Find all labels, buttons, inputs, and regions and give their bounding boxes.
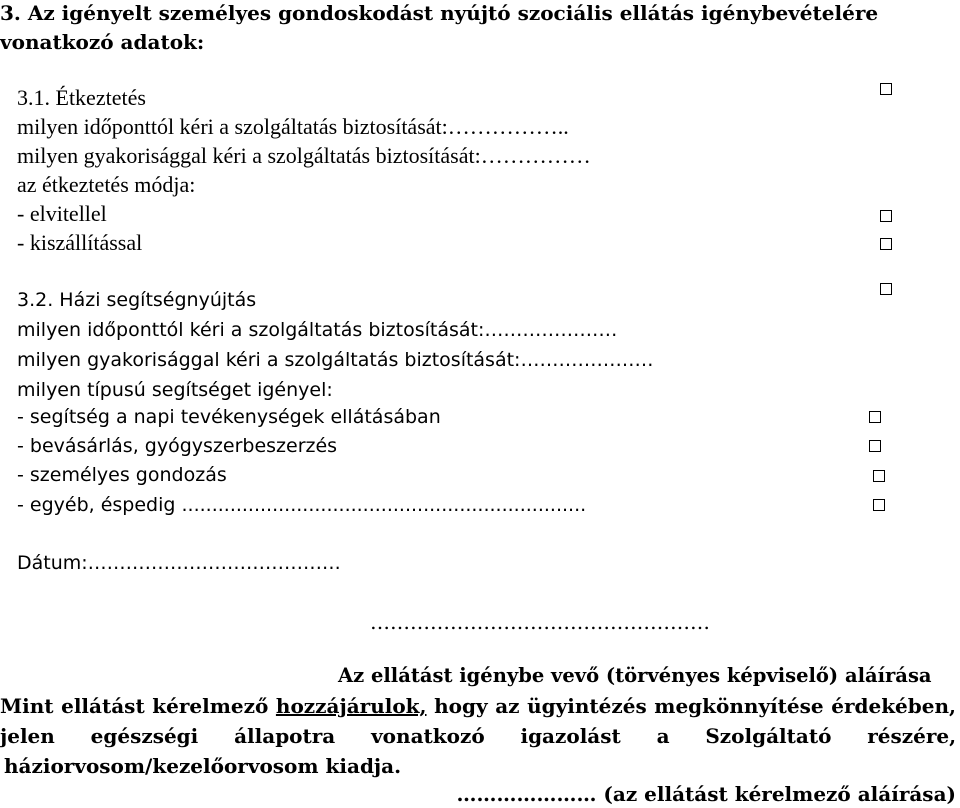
signature-line-dots: …………………………………………… <box>370 610 710 634</box>
checkbox-elvitellel[interactable] <box>880 210 892 222</box>
consent-word: Szolgáltató <box>705 724 832 748</box>
checkbox-hazi-segitsegnyujtas[interactable] <box>880 283 892 295</box>
consent-word: ellátást <box>61 694 145 718</box>
consent-word: egészségi <box>90 724 199 748</box>
consent-word: az <box>495 694 520 718</box>
section-3-1-title: 3.1. Étkeztetés <box>17 85 146 110</box>
consent-word: érdekében, <box>831 694 956 718</box>
consent-word: hogy <box>434 694 488 718</box>
checkbox-szemelyes-gondozas[interactable] <box>873 470 885 482</box>
consent-word-underlined: hozzájárulok, <box>275 694 427 718</box>
etkeztetes-mode-label: az étkeztetés módja: <box>17 172 196 197</box>
etkeztetes-start-date: milyen időponttól kéri a szolgáltatás biztosítását:…………….. <box>17 114 569 139</box>
applicant-signature: ………………… (az ellátást kérelmező aláírása) <box>456 782 956 806</box>
consent-word: Mint <box>0 694 54 718</box>
consent-word: a <box>656 724 670 748</box>
checkbox-etkeztetes[interactable] <box>880 83 892 95</box>
consent-word: vonatkozó <box>371 724 485 748</box>
date-field: Dátum:…………………………………. <box>17 552 341 574</box>
hazi-frequency: milyen gyakorisággal kéri a szolgáltatás biztosítását:………………… <box>17 349 654 371</box>
consent-line2 <box>0 722 956 750</box>
hazi-start-date: milyen időponttól kéri a szolgáltatás biztosítását:………………… <box>17 319 618 341</box>
option-elvitellel: - elvitellel <box>17 201 107 226</box>
option-szemelyes-gondozas: - személyes gondozás <box>17 464 227 486</box>
option-kiszallitassal: - kiszállítással <box>17 230 143 255</box>
consent-word: megkönnyítése <box>654 694 824 718</box>
option-bevasarlas: - bevásárlás, gyógyszerbeszerzés <box>17 435 338 457</box>
consent-word: ügyintézés <box>527 694 647 718</box>
section-3-heading-line2: vonatkozó adatok: <box>0 30 205 54</box>
section-3-heading-line1: 3. Az igényelt személyes gondoskodást nyújtó szociális ellátás igénybevételére <box>0 1 879 25</box>
signature-caption: Az ellátást igénybe vevő (törvényes képviselő) aláírása <box>338 664 932 687</box>
consent-word: részére, <box>867 724 957 748</box>
etkeztetes-frequency: milyen gyakorisággal kéri a szolgáltatás biztosítását:…………… <box>17 143 591 168</box>
consent-line1 <box>0 692 956 720</box>
hazi-type-label: milyen típusú segítséget igényel: <box>17 379 333 401</box>
option-egyeb: - egyéb, éspedig ................................................................... <box>17 494 587 516</box>
consent-word: jelen <box>0 724 55 748</box>
checkbox-napi-tevekenysegek[interactable] <box>869 411 881 423</box>
checkbox-bevasarlas[interactable] <box>869 440 881 452</box>
checkbox-kiszallitassal[interactable] <box>880 238 892 250</box>
consent-word: állapotra <box>234 724 336 748</box>
option-napi-tevekenysegek: - segítség a napi tevékenységek ellátásában <box>17 406 441 428</box>
section-3-2-title: 3.2. Házi segítségnyújtás <box>17 289 257 311</box>
checkbox-egyeb[interactable] <box>873 499 885 511</box>
consent-word: kérelmező <box>152 694 269 718</box>
consent-word: igazolást <box>520 724 621 748</box>
consent-line3: háziorvosom/kezelőorvosom kiadja. <box>4 754 402 778</box>
